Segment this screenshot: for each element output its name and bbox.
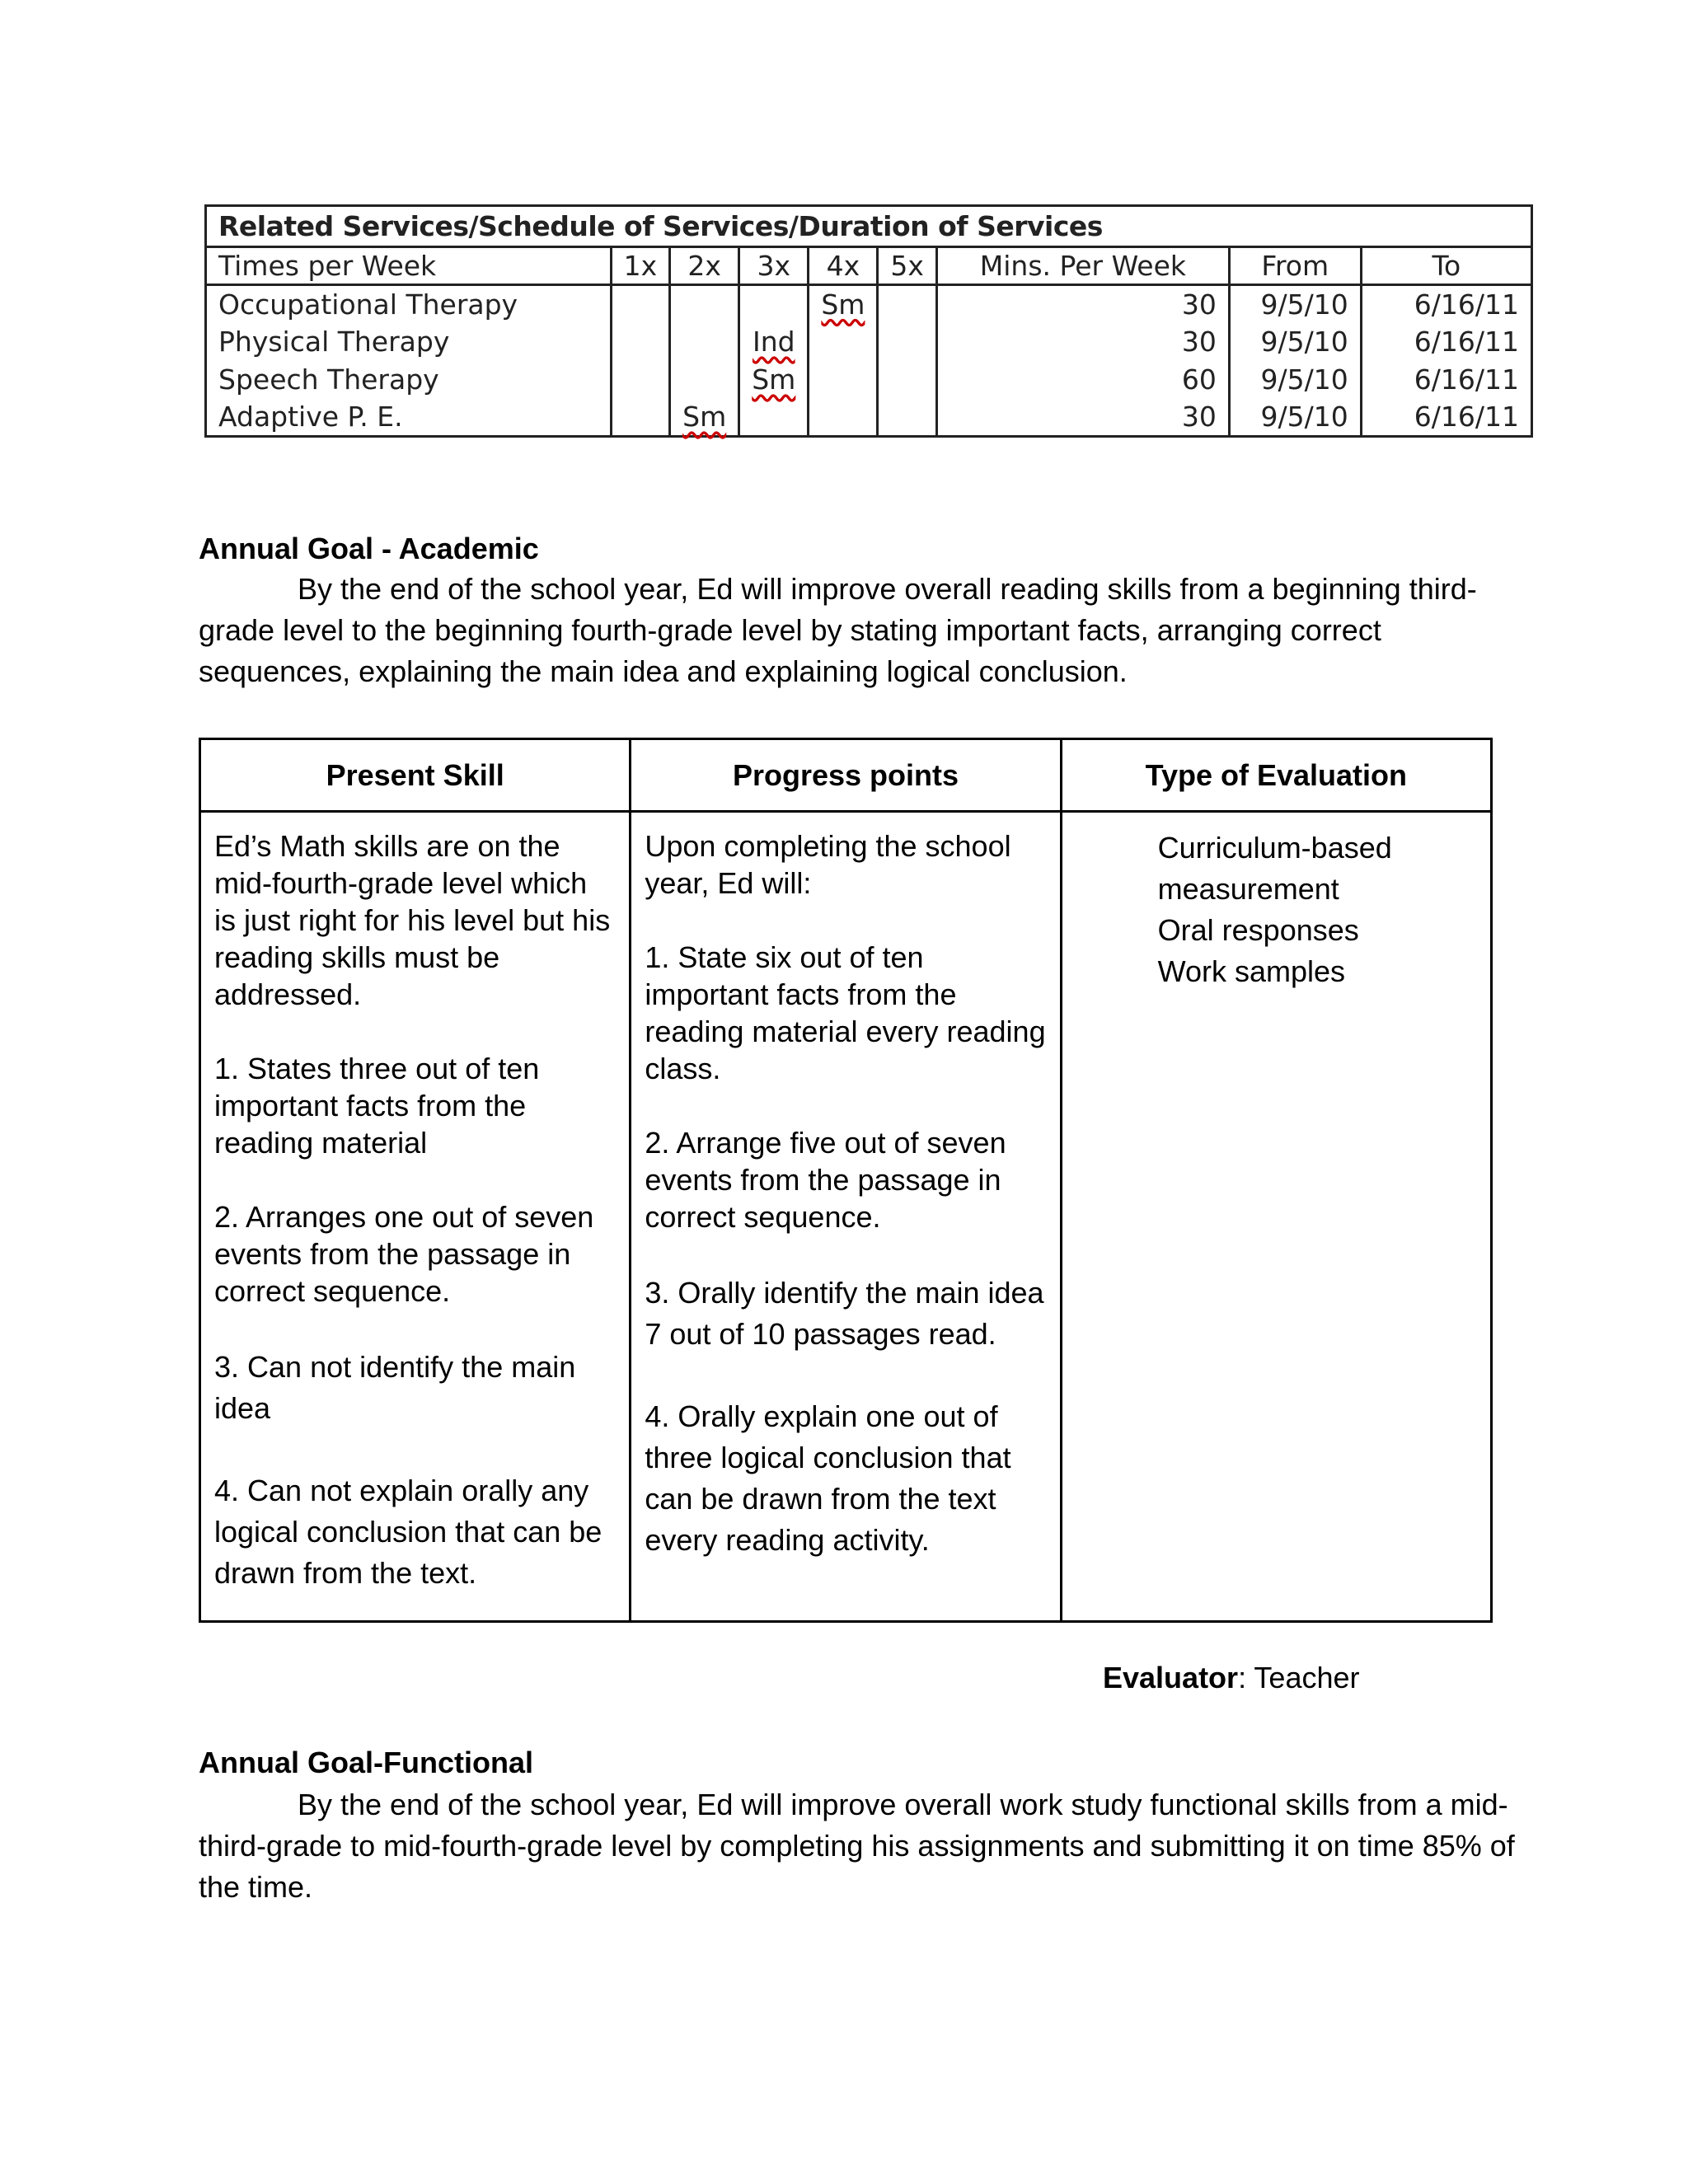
- service-cell: [611, 361, 670, 399]
- present-skill-item: 1. States three out of ten important facts from the reading material: [214, 1052, 540, 1160]
- services-header: 1x: [611, 247, 670, 285]
- service-to: 6/16/11: [1361, 361, 1531, 399]
- services-header: 2x: [670, 247, 739, 285]
- service-cell: [611, 399, 670, 437]
- column-header-present-skill: Present Skill: [200, 739, 631, 812]
- service-name: Occupational Therapy: [206, 285, 612, 323]
- service-frequency-mark: Sm: [752, 363, 796, 396]
- service-to: 6/16/11: [1361, 285, 1531, 323]
- academic-goal-heading: Annual Goal - Academic: [199, 532, 539, 565]
- present-skill-item: 4. Can not explain orally any logical conclusion that can be drawn from the text.: [214, 1474, 603, 1590]
- evaluator-value: : Teacher: [1238, 1661, 1360, 1694]
- services-table: [204, 204, 1533, 438]
- services-header: Times per Week: [206, 247, 612, 285]
- evaluator-line: [1103, 1661, 1360, 1695]
- service-cell: [809, 323, 878, 361]
- service-to: 6/16/11: [1361, 323, 1531, 361]
- evaluator-label: Evaluator: [1103, 1661, 1239, 1694]
- column-header-evaluation: Type of Evaluation: [1061, 739, 1491, 812]
- service-frequency-mark: Sm: [821, 288, 865, 321]
- evaluation-item: Curriculum-based measurement: [1157, 831, 1392, 906]
- service-cell: [878, 285, 937, 323]
- present-skill-cell: [200, 812, 631, 1622]
- goal-table: [199, 738, 1493, 1623]
- service-name: Speech Therapy: [206, 361, 612, 399]
- evaluation-list: [1076, 827, 1477, 992]
- services-header: Mins. Per Week: [936, 247, 1229, 285]
- services-title-row: [206, 206, 1532, 247]
- service-cell: [878, 323, 937, 361]
- service-cell: [611, 285, 670, 323]
- evaluation-cell: [1061, 812, 1491, 1622]
- service-minutes: 30: [936, 285, 1229, 323]
- service-cell: [878, 361, 937, 399]
- services-header: 3x: [739, 247, 809, 285]
- table-row: [206, 399, 1532, 437]
- table-row: [206, 361, 1532, 399]
- service-cell: [739, 399, 809, 437]
- service-frequency-mark: Sm: [682, 401, 727, 434]
- service-minutes: 30: [936, 399, 1229, 437]
- column-header-progress-points: Progress points: [631, 739, 1061, 812]
- present-skill-item: Ed’s Math skills are on the mid-fourth-grade level which is just right for his level but his reading skills must be addressed.: [214, 829, 611, 1011]
- service-cell: [670, 323, 739, 361]
- services-header: From: [1229, 247, 1361, 285]
- service-cell: [611, 323, 670, 361]
- goal-table-header-row: [200, 739, 1492, 812]
- progress-point-item: 3. Orally identify the main idea 7 out of 10 passages read.: [645, 1276, 1044, 1351]
- services-title: Related Services/Schedule of Services/Duration of Services: [206, 206, 1532, 247]
- present-skill-item: 3. Can not identify the main idea: [214, 1350, 576, 1425]
- functional-goal-heading: Annual Goal-Functional: [199, 1746, 533, 1779]
- services-header: 4x: [809, 247, 878, 285]
- service-minutes: 30: [936, 323, 1229, 361]
- service-minutes: 60: [936, 361, 1229, 399]
- service-from: 9/5/10: [1229, 361, 1361, 399]
- service-cell: [809, 399, 878, 437]
- service-cell: [809, 361, 878, 399]
- services-header: To: [1361, 247, 1531, 285]
- service-cell: [739, 285, 809, 323]
- service-from: 9/5/10: [1229, 285, 1361, 323]
- goal-table-body-row: [200, 812, 1492, 1622]
- functional-goal-text: [199, 1784, 1517, 1908]
- table-row: [206, 285, 1532, 323]
- evaluation-item: Work samples: [1157, 954, 1346, 988]
- service-cell: [878, 399, 937, 437]
- progress-point-item: Upon completing the school year, Ed will:: [645, 829, 1011, 900]
- functional-goal-body: By the end of the school year, Ed will improve overall work study functional skills from a mid-third-grade to mid-fourth-grade level by completing his assignments and submitting it on time 85% of the time.: [199, 1788, 1515, 1904]
- services-header: 5x: [878, 247, 937, 285]
- progress-point-item: 2. Arrange five out of seven events from the passage in correct sequence.: [645, 1126, 1006, 1234]
- academic-goal-text: [199, 569, 1517, 692]
- present-skill-item: 2. Arranges one out of seven events from the passage in correct sequence.: [214, 1200, 594, 1308]
- service-name: Physical Therapy: [206, 323, 612, 361]
- evaluation-item: Oral responses: [1157, 913, 1359, 947]
- table-row: [206, 323, 1532, 361]
- services-header-row: [206, 247, 1532, 285]
- service-from: 9/5/10: [1229, 323, 1361, 361]
- service-name: Adaptive P. E.: [206, 399, 612, 437]
- academic-goal-body: By the end of the school year, Ed will improve overall reading skills from a beginning third-grade level to the beginning fourth-grade level by stating important facts, arranging correct sequences, explaining the main idea and explaining logical conclusion.: [199, 572, 1477, 688]
- service-to: 6/16/11: [1361, 399, 1531, 437]
- progress-points-cell: [631, 812, 1061, 1622]
- progress-point-item: 4. Orally explain one out of three logical conclusion that can be drawn from the text every reading activity.: [645, 1399, 1011, 1557]
- service-cell: [670, 361, 739, 399]
- service-cell: [670, 285, 739, 323]
- service-frequency-mark: Ind: [752, 326, 795, 358]
- progress-point-item: 1. State six out of ten important facts from the reading material every reading class.: [645, 940, 1046, 1085]
- service-from: 9/5/10: [1229, 399, 1361, 437]
